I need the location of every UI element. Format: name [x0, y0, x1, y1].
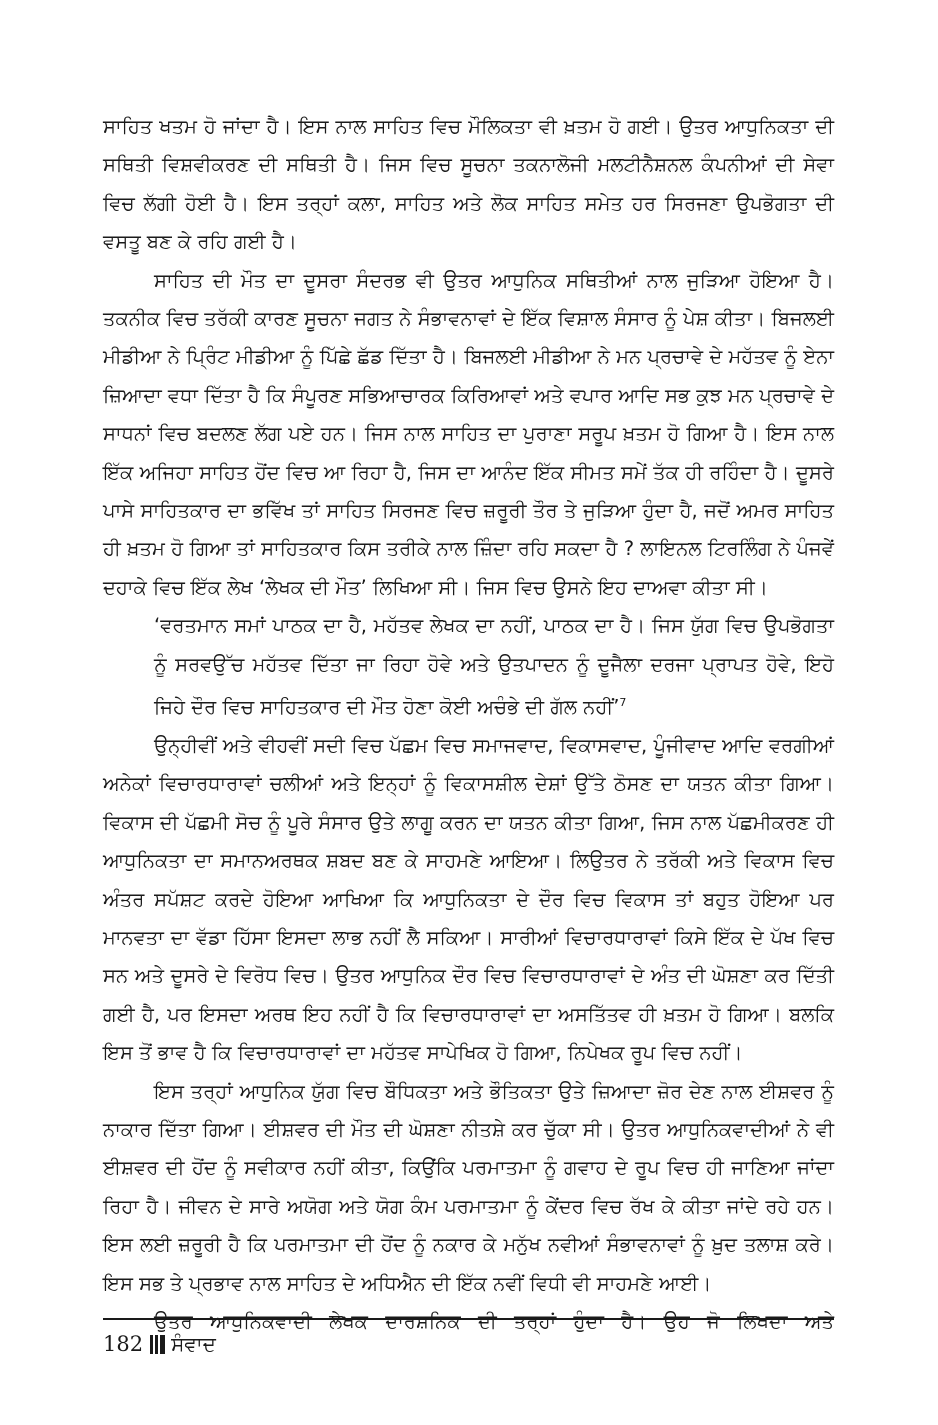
paragraph-3: ਉਨ੍ਹੀਵੀਂ ਅਤੇ ਵੀਹਵੀਂ ਸਦੀ ਵਿਚ ਪੱਛਮ ਵਿਚ ਸਮਾਜਵਾਦ, ਵਿਕਾਸਵਾਦ, ਪੂੰਜੀਵਾਦ ਆਦਿ ਵਰਗੀਆਂ ਅਨੇਕਾਂ ਵਿਚਾਰਧਾਰਾਵਾਂ ਚਲੀਆਂ ਅਤੇ ਇਨ੍ਹਾਂ ਨੂੰ ਵਿਕਾਸਸ਼ੀਲ ਦੇਸ਼ਾਂ ਉੱਤੇ ਠੋਸਣ ਦਾ ਯਤਨ ਕੀਤਾ ਗਿਆ। ਵਿਕਾਸ ਦੀ ਪੱਛਮੀ ਸੋਚ ਨੂੰ ਪੂਰੇ ਸੰਸਾਰ ਉਤੇ ਲਾਗੂ ਕਰਨ ਦਾ ਯਤਨ ਕੀਤਾ ਗਿਆ, ਜਿਸ ਨਾਲ ਪੱਛਮੀਕਰਣ ਹੀ ਆਧੁਨਿਕਤਾ ਦਾ ਸਮਾਨਅਰਥਕ ਸ਼ਬਦ ਬਣ ਕੇ ਸਾਹਮਣੇ ਆਇਆ। ਲਿਉਤਰ ਨੇ ਤਰੱਕੀ ਅਤੇ ਵਿਕਾਸ ਵਿਚ ਅੰਤਰ ਸਪੱਸ਼ਟ ਕਰਦੇ ਹੋਇਆ ਆਖਿਆ ਕਿ ਆਧੁਨਿਕਤਾ ਦੇ ਦੌਰ ਵਿਚ ਵਿਕਾਸ ਤਾਂ ਬਹੁਤ ਹੋਇਆ ਪਰ ਮਾਨਵਤਾ ਦਾ ਵੱਡਾ ਹਿੱਸਾ ਇਸਦਾ ਲਾਭ ਨਹੀਂ ਲੈ ਸਕਿਆ। ਸਾਰੀਆਂ ਵਿਚਾਰਧਾਰਾਵਾਂ ਕਿਸੇ ਇੱਕ ਦੇ ਪੱਖ ਵਿਚ ਸਨ ਅਤੇ ਦੂਸਰੇ ਦੇ ਵਿਰੋਧ ਵਿਚ। ਉਤਰ ਆਧੁਨਿਕ ਦੌਰ ਵਿਚ ਵਿਚਾਰਧਾਰਾਵਾਂ ਦੇ ਅੰਤ ਦੀ ਘੋਸ਼ਣਾ ਕਰ ਦਿੱਤੀ ਗਈ ਹੈ, ਪਰ ਇਸਦਾ ਅਰਥ ਇਹ ਨਹੀਂ ਹੈ ਕਿ ਵਿਚਾਰਧਾਰਾਵਾਂ ਦਾ ਅਸਤਿੱਤਵ ਹੀ ਖ਼ਤਮ ਹੋ ਗਿਆ। ਬਲਕਿ ਇਸ ਤੋਂ ਭਾਵ ਹੈ ਕਿ ਵਿਚਾਰਧਾਰਾਵਾਂ ਦਾ ਮਹੱਤਵ ਸਾਪੇਖਿਕ ਹੋ ਗਿਆ, ਨਿਪੇਖਕ ਰੂਪ ਵਿਚ ਨਹੀਂ।	[103, 734, 834, 1065]
page-number: 182	[103, 1332, 144, 1356]
page-footer	[103, 1329, 216, 1359]
paragraph-1: ਸਾਹਿਤ ਖਤਮ ਹੋ ਜਾਂਦਾ ਹੈ। ਇਸ ਨਾਲ ਸਾਹਿਤ ਵਿਚ ਮੌਲਿਕਤਾ ਵੀ ਖ਼ਤਮ ਹੋ ਗਈ। ਉਤਰ ਆਧੁਨਿਕਤਾ ਦੀ ਸਥਿਤੀ ਵਿਸ਼ਵੀਕਰਣ ਦੀ ਸਥਿਤੀ ਹੈ। ਜਿਸ ਵਿਚ ਸੂਚਨਾ ਤਕਨਾਲੋਜੀ ਮਲਟੀਨੈਸ਼ਨਲ ਕੰਪਨੀਆਂ ਦੀ ਸੇਵਾ ਵਿਚ ਲੱਗੀ ਹੋਈ ਹੈ। ਇਸ ਤਰ੍ਹਾਂ ਕਲਾ, ਸਾਹਿਤ ਅਤੇ ਲੋਕ ਸਾਹਿਤ ਸਮੇਤ ਹਰ ਸਿਰਜਣਾ ਉਪਭੋਗਤਾ ਦੀ ਵਸਤੂ ਬਣ ਕੇ ਰਹਿ ਗਈ ਹੈ।	[103, 115, 834, 254]
paragraph-2: ਸਾਹਿਤ ਦੀ ਮੌਤ ਦਾ ਦੂਸਰਾ ਸੰਦਰਭ ਵੀ ਉਤਰ ਆਧੁਨਿਕ ਸਥਿਤੀਆਂ ਨਾਲ ਜੁੜਿਆ ਹੋਇਆ ਹੈ। ਤਕਨੀਕ ਵਿਚ ਤਰੱਕੀ ਕਾਰਣ ਸੂਚਨਾ ਜਗਤ ਨੇ ਸੰਭਾਵਨਾਵਾਂ ਦੇ ਇੱਕ ਵਿਸ਼ਾਲ ਸੰਸਾਰ ਨੂੰ ਪੇਸ਼ ਕੀਤਾ। ਬਿਜਲਈ ਮੀਡੀਆ ਨੇ ਪ੍ਰਿੰਟ ਮੀਡੀਆ ਨੂੰ ਪਿੱਛੇ ਛੱਡ ਦਿੱਤਾ ਹੈ। ਬਿਜਲਈ ਮੀਡੀਆ ਨੇ ਮਨ ਪ੍ਰਚਾਵੇ ਦੇ ਮਹੱਤਵ ਨੂੰ ਏਨਾ ਜ਼ਿਆਦਾ ਵਧਾ ਦਿੱਤਾ ਹੈ ਕਿ ਸੰਪੂਰਣ ਸਭਿਆਚਾਰਕ ਕਿਰਿਆਵਾਂ ਅਤੇ ਵਪਾਰ ਆਦਿ ਸਭ ਕੁਝ ਮਨ ਪ੍ਰਚਾਵੇ ਦੇ ਸਾਧਨਾਂ ਵਿਚ ਬਦਲਣ ਲੱਗ ਪਏ ਹਨ। ਜਿਸ ਨਾਲ ਸਾਹਿਤ ਦਾ ਪੁਰਾਣਾ ਸਰੂਪ ਖ਼ਤਮ ਹੋ ਗਿਆ ਹੈ। ਇਸ ਨਾਲ ਇੱਕ ਅਜਿਹਾ ਸਾਹਿਤ ਹੋਂਦ ਵਿਚ ਆ ਰਿਹਾ ਹੈ, ਜਿਸ ਦਾ ਆਨੰਦ ਇੱਕ ਸੀਮਤ ਸਮੇਂ ਤੱਕ ਹੀ ਰਹਿੰਦਾ ਹੈ। ਦੂਸਰੇ ਪਾਸੇ ਸਾਹਿਤਕਾਰ ਦਾ ਭਵਿੱਖ ਤਾਂ ਸਾਹਿਤ ਸਿਰਜਣ ਵਿਚ ਜ਼ਰੂਰੀ ਤੌਰ ਤੇ ਜੁੜਿਆ ਹੁੰਦਾ ਹੈ, ਜਦੋਂ ਅਮਰ ਸਾਹਿਤ ਹੀ ਖ਼ਤਮ ਹੋ ਗਿਆ ਤਾਂ ਸਾਹਿਤਕਾਰ ਕਿਸ ਤਰੀਕੇ ਨਾਲ ਜ਼ਿੰਦਾ ਰਹਿ ਸਕਦਾ ਹੈ ? ਲਾਇਨਲ ਟਿਰਲਿੰਗ ਨੇ ਪੰਜਵੇਂ ਦਹਾਕੇ ਵਿਚ ਇੱਕ ਲੇਖ ‘ਲੇਖਕ ਦੀ ਮੌਤ’ ਲਿਖਿਆ ਸੀ। ਜਿਸ ਵਿਚ ਉਸਨੇ ਇਹ ਦਾਅਵਾ ਕੀਤਾ ਸੀ।	[103, 268, 834, 599]
paragraph-4: ਇਸ ਤਰ੍ਹਾਂ ਆਧੁਨਿਕ ਯੁੱਗ ਵਿਚ ਬੌਧਿਕਤਾ ਅਤੇ ਭੌਤਿਕਤਾ ਉਤੇ ਜ਼ਿਆਦਾ ਜ਼ੋਰ ਦੇਣ ਨਾਲ ਈਸ਼ਵਰ ਨੂੰ ਨਾਕਾਰ ਦਿੱਤਾ ਗਿਆ। ਈਸ਼ਵਰ ਦੀ ਮੌਤ ਦੀ ਘੋਸ਼ਣਾ ਨੀਤਸ਼ੇ ਕਰ ਚੁੱਕਾ ਸੀ। ਉਤਰ ਆਧੁਨਿਕਵਾਦੀਆਂ ਨੇ ਵੀ ਈਸ਼ਵਰ ਦੀ ਹੋਂਦ ਨੂੰ ਸਵੀਕਾਰ ਨਹੀਂ ਕੀਤਾ, ਕਿਉਂਕਿ ਪਰਮਾਤਮਾ ਨੂੰ ਗਵਾਹ ਦੇ ਰੂਪ ਵਿਚ ਹੀ ਜਾਣਿਆ ਜਾਂਦਾ ਰਿਹਾ ਹੈ। ਜੀਵਨ ਦੇ ਸਾਰੇ ਅਯੋਗ ਅਤੇ ਯੋਗ ਕੰਮ ਪਰਮਾਤਮਾ ਨੂੰ ਕੇਂਦਰ ਵਿਚ ਰੱਖ ਕੇ ਕੀਤਾ ਜਾਂਦੇ ਰਹੇ ਹਨ। ਇਸ ਲਈ ਜ਼ਰੂਰੀ ਹੈ ਕਿ ਪਰਮਾਤਮਾ ਦੀ ਹੋਂਦ ਨੂੰ ਨਕਾਰ ਕੇ ਮਨੁੱਖ ਨਵੀਆਂ ਸੰਭਾਵਨਾਵਾਂ ਨੂੰ ਖ਼ੁਦ ਤਲਾਸ਼ ਕਰੇ। ਇਸ ਸਭ ਤੇ ਪ੍ਰਭਾਵ ਨਾਲ ਸਾਹਿਤ ਦੇ ਅਧਿਐਨ ਦੀ ਇੱਕ ਨਵੀਂ ਵਿਧੀ ਵੀ ਸਾਹਮਣੇ ਆਈ।	[103, 1079, 834, 1295]
bars-icon	[150, 1335, 165, 1354]
footer-divider	[103, 1318, 834, 1320]
page-body	[103, 108, 834, 1342]
block-quote	[154, 607, 834, 727]
paragraph-5: ਉਤਰ ਆਧੁਨਿਕਵਾਦੀ ਲੇਖਕ ਦਾਰਸ਼ਨਿਕ ਦੀ ਤਰ੍ਹਾਂ ਹੁੰਦਾ ਹੈ। ਉਹ ਜੋ ਲਿਖਦਾ ਅਤੇ	[154, 1310, 834, 1334]
block-quote-text: ‘ਵਰਤਮਾਨ ਸਮਾਂ ਪਾਠਕ ਦਾ ਹੈ, ਮਹੱਤਵ ਲੇਖਕ ਦਾ ਨਹੀਂ, ਪਾਠਕ ਦਾ ਹੈ। ਜਿਸ ਯੁੱਗ ਵਿਚ ਉਪਭੋਗਤਾ ਨੂੰ ਸਰਵਉੱਚ ਮਹੱਤਵ ਦਿੱਤਾ ਜਾ ਰਿਹਾ ਹੋਵੇ ਅਤੇ ਉਤਪਾਦਨ ਨੂੰ ਦੂਜੈਲਾ ਦਰਜਾ ਪ੍ਰਾਪਤ ਹੋਵੇ, ਇਹੋ ਜਿਹੇ ਦੌਰ ਵਿਚ ਸਾਹਿਤਕਾਰ ਦੀ ਮੌਤ ਹੋਣਾ ਕੋਈ ਅਚੰਭੇ ਦੀ ਗੱਲ ਨਹੀਂ’	[154, 614, 834, 719]
journal-name: ਸੰਵਾਦ	[171, 1332, 216, 1356]
footnote-marker: 7	[619, 696, 627, 710]
